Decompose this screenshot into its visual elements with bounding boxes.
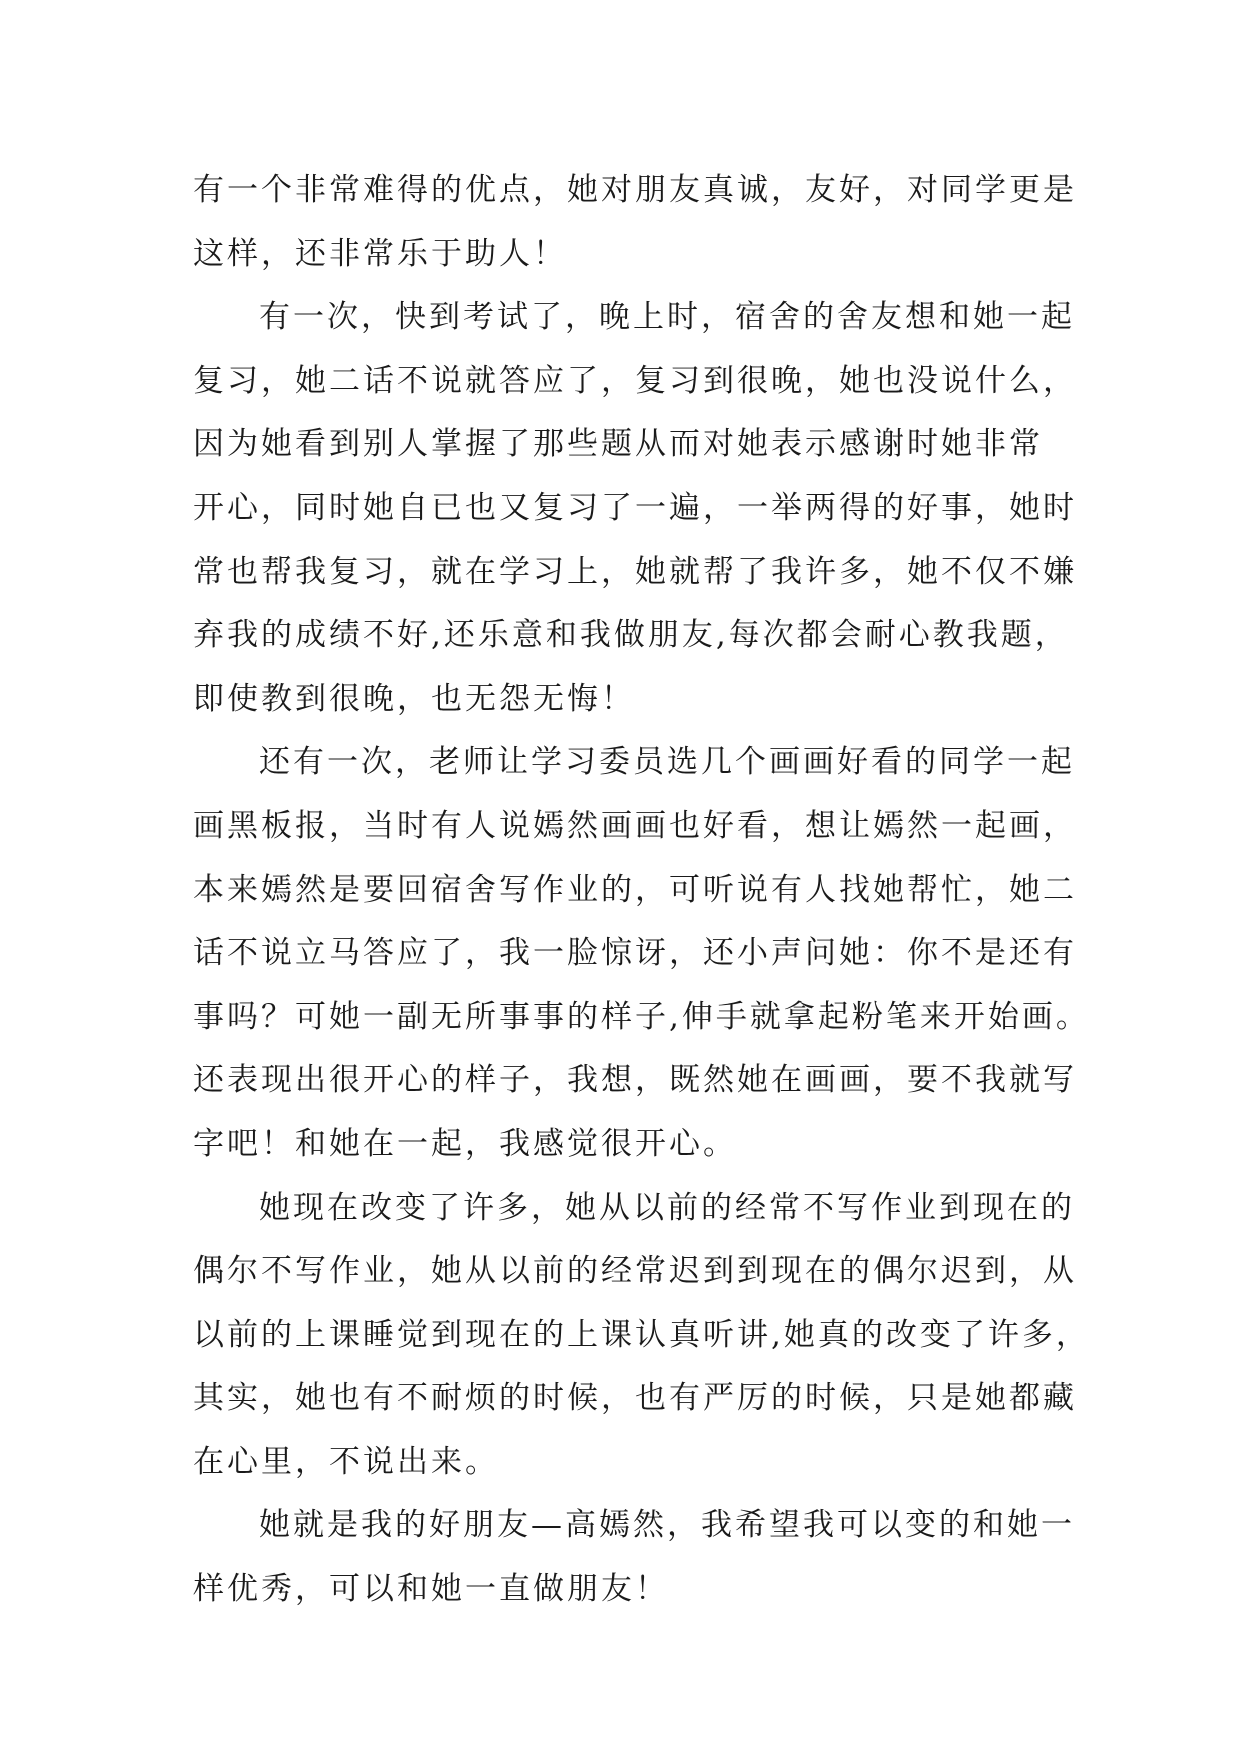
paragraph-first-line: 有一次，快到考试了，晚上时，宿舍的舍友想和她一起 (259, 299, 1075, 336)
text-line: 弃我的成绩不好,还乐意和我做朋友,每次都会耐心教我题， (193, 617, 1069, 654)
text-line: 事吗？可她一副无所事事的样子,伸手就拿起粉笔来开始画。 (193, 998, 1090, 1035)
text-line: 其实，她也有不耐烦的时候，也有严厉的时候，只是她都藏 (193, 1380, 1077, 1417)
text-line: 这样，还非常乐于助人！ (193, 235, 567, 272)
text-line: 画黑板报，当时有人说嫣然画画也好看，想让嫣然一起画， (193, 807, 1077, 844)
text-line: 开心，同时她自已也又复习了一遍，一举两得的好事，她时 (193, 489, 1077, 526)
text-line: 常也帮我复习，就在学习上，她就帮了我许多，她不仅不嫌 (193, 553, 1077, 590)
paragraph-first-line: 还有一次，老师让学习委员选几个画画好看的同学一起 (259, 744, 1075, 781)
text-line: 话不说立马答应了，我一脸惊讶，还小声问她：你不是还有 (193, 935, 1077, 972)
text-line: 即使教到很晚，也无怨无悔！ (193, 680, 635, 717)
text-line: 偶尔不写作业，她从以前的经常迟到到现在的偶尔迟到，从 (193, 1253, 1077, 1290)
text-line: 因为她看到别人掌握了那些题从而对她表示感谢时她非常 (193, 426, 1043, 463)
paragraph-first-line: 她就是我的好朋友—高嫣然，我希望我可以变的和她一 (259, 1507, 1075, 1544)
text-line: 复习，她二话不说就答应了，复习到很晚，她也没说什么， (193, 362, 1077, 399)
text-line: 还表现出很开心的样子，我想，既然她在画画，要不我就写 (193, 1062, 1077, 1099)
text-line: 字吧！和她在一起，我感觉很开心。 (193, 1125, 737, 1162)
text-line: 样优秀，可以和她一直做朋友！ (193, 1571, 669, 1608)
text-line: 在心里，不说出来。 (193, 1443, 499, 1480)
text-line: 本来嫣然是要回宿舍写作业的，可听说有人找她帮忙，她二 (193, 871, 1077, 908)
paragraph-first-line: 她现在改变了许多，她从以前的经常不写作业到现在的 (259, 1189, 1075, 1226)
text-line: 以前的上课睡觉到现在的上课认真听讲,她真的改变了许多， (193, 1316, 1090, 1353)
text-line: 有一个非常难得的优点，她对朋友真诚，友好，对同学更是 (193, 172, 1077, 208)
article-body (193, 159, 1090, 1622)
